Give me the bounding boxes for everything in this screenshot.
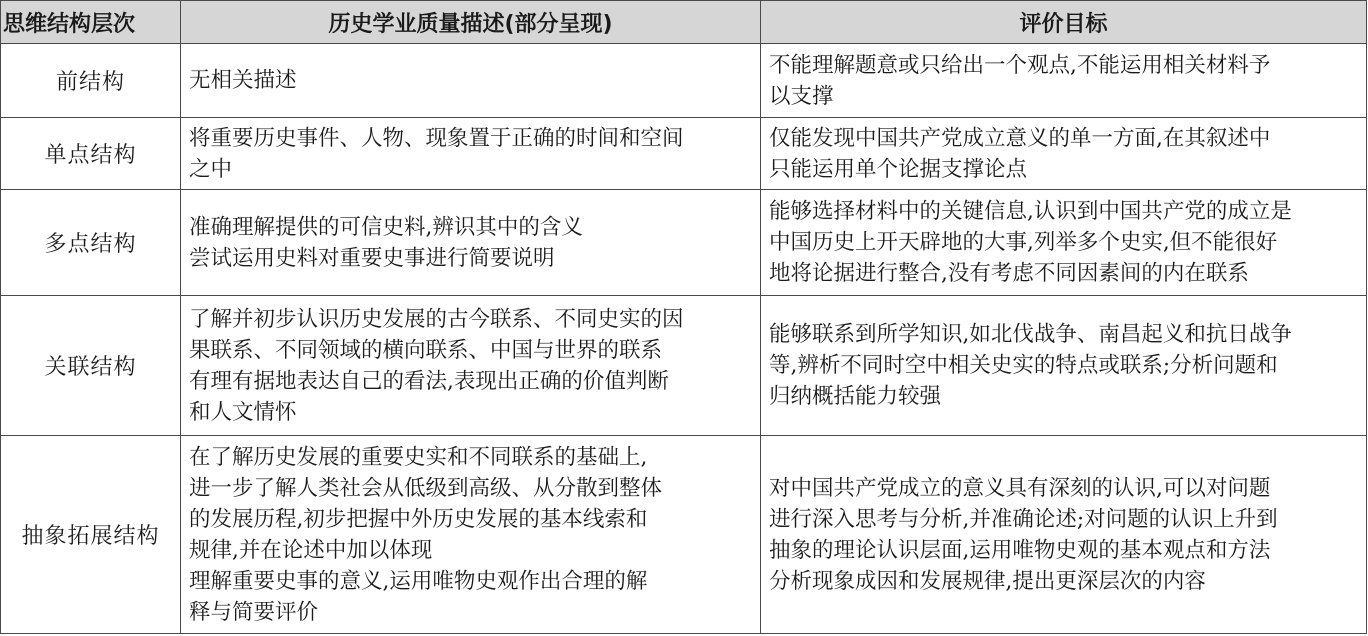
text-line: 分析现象成因和发展规律,提出更深层次的内容 [769, 568, 1206, 594]
level-cell: 单点结构 [1, 118, 181, 190]
table-row [1, 296, 1367, 436]
text-line: 规律,并在论述中加以体现 [189, 537, 433, 563]
text-line: 仅能发现中国共产党成立意义的单一方面,在其叙述中 [769, 125, 1271, 151]
goal-cell [761, 296, 1367, 436]
text-line: 之中 [189, 156, 233, 182]
description-cell [181, 190, 761, 296]
text-line: 归纳概括能力较强 [769, 384, 942, 409]
level-cell: 前结构 [1, 44, 181, 118]
text-line: 释与简要评价 [189, 599, 319, 625]
text-line: 无相关描述 [189, 68, 297, 93]
text-line: 有理有据地表达自己的看法,表现出正确的价值判断 [189, 368, 669, 394]
level-cell: 抽象拓展结构 [1, 436, 181, 634]
text-line: 的发展历程,初步把握中外历史发展的基本线索和 [189, 506, 648, 532]
header-description: 历史学业质量描述(部分呈现) [181, 1, 761, 44]
level-cell: 多点结构 [1, 190, 181, 296]
text-line: 和人文情怀 [189, 399, 297, 425]
level-cell: 关联结构 [1, 296, 181, 436]
text-line: 尝试运用史料对重要史事进行简要说明 [189, 245, 555, 271]
text-line: 果联系、不同领域的横向联系、中国与世界的联系 [189, 337, 663, 363]
text-line: 等,辨析不同时空中相关史实的特点或联系;分析问题和 [769, 353, 1278, 378]
text-line: 对中国共产党成立的意义具有深刻的认识,可以对问题 [769, 475, 1271, 501]
text-line: 地将论据进行整合,没有考虑不同因素间的内在联系 [769, 261, 1249, 286]
text-line: 将重要历史事件、人物、现象置于正确的时间和空间 [189, 125, 684, 151]
description-cell [181, 296, 761, 436]
table-row [1, 118, 1367, 190]
text-line: 只能运用单个论据支撑论点 [769, 156, 1028, 182]
text-line: 进行深入思考与分析,并准确论述;对问题的认识上升到 [769, 506, 1278, 532]
text-line: 准确理解提供的可信史料,辨识其中的含义 [189, 214, 583, 240]
header-goal: 评价目标 [761, 1, 1367, 44]
goal-cell [761, 436, 1367, 634]
goal-cell [761, 44, 1367, 118]
text-line: 不能理解题意或只给出一个观点,不能运用相关材料予 [769, 52, 1271, 78]
text-line: 抽象的理论认识层面,运用唯物史观的基本观点和方法 [769, 537, 1271, 563]
text-line: 能够选择材料中的关键信息,认识到中国共产党的成立是 [769, 199, 1292, 224]
text-line: 能够联系到所学知识,如北伐战争、南昌起义和抗日战争 [769, 322, 1292, 347]
goal-cell [761, 190, 1367, 296]
table-row [1, 436, 1367, 634]
description-cell [181, 44, 761, 118]
table-row [1, 44, 1367, 118]
text-line: 理解重要史事的意义,运用唯物史观作出合理的解 [189, 568, 648, 594]
text-line: 了解并初步认识历史发展的古今联系、不同史实的因 [189, 306, 684, 332]
goal-cell [761, 118, 1367, 190]
header-row [1, 1, 1367, 44]
header-level: 思维结构层次 [1, 1, 181, 44]
description-cell [181, 118, 761, 190]
description-cell [181, 436, 761, 634]
text-line: 在了解历史发展的重要史实和不同联系的基础上, [189, 444, 648, 470]
text-line: 中国历史上开天辟地的大事,列举多个史实,但不能很好 [769, 230, 1278, 255]
text-line: 以支撑 [769, 83, 834, 109]
table-row [1, 190, 1367, 296]
text-line: 进一步了解人类社会从低级到高级、从分散到整体 [189, 475, 663, 501]
